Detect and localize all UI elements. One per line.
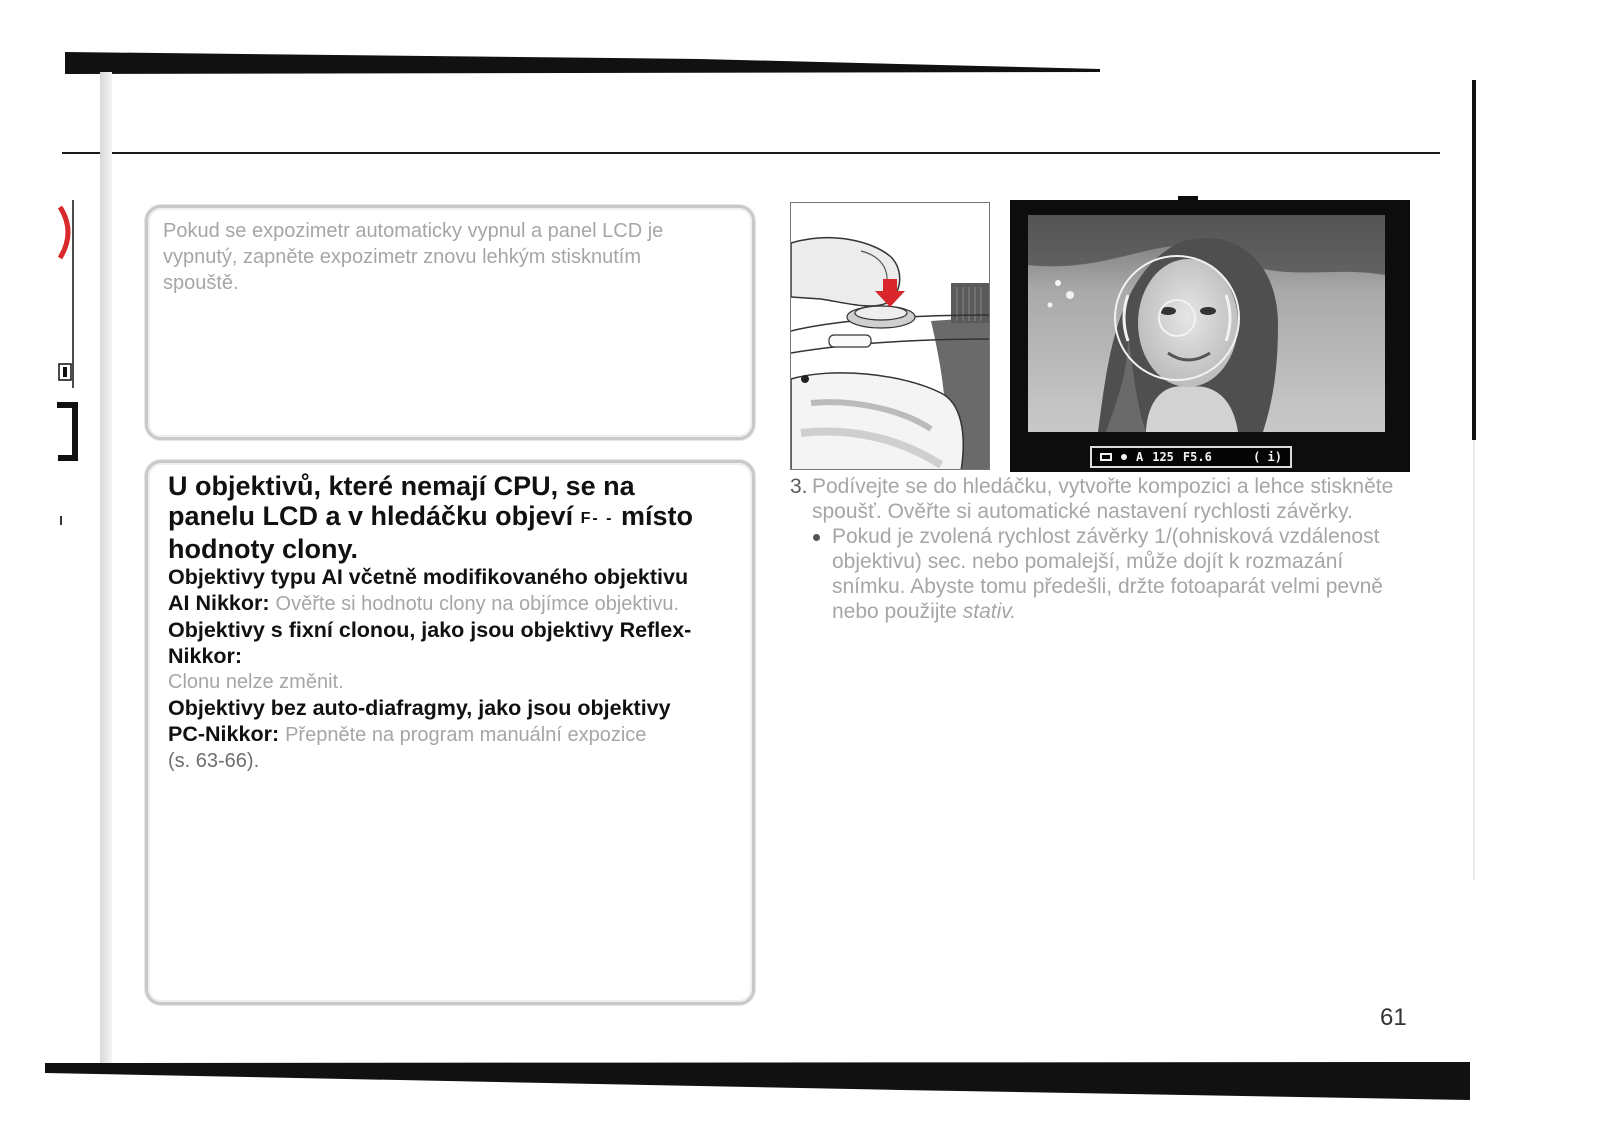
lcd-exposure-mode: A [1136, 450, 1144, 464]
step-number: 3. [790, 475, 808, 498]
lens-type-label: Objektivy typu AI včetně modifikovaného objektivu AI Nikkor: [168, 565, 689, 615]
aperture-symbol: F- - [580, 510, 614, 527]
bullet-emphasis: stativ. [962, 600, 1017, 623]
heading-text-start: U objektivů, které nemají CPU, se na panelu LCD a v hledáčku objeví [168, 471, 635, 531]
bullet-text: Pokud je zvolená rychlost závěrky 1/(ohnisková vzdálenost objektivu) sec. nebo pomalejší, může dojít k rozmazání snímku. Abyste tomu předešli, držte fotoaparát velmi pevně nebo použijte [832, 525, 1383, 623]
lcd-aperture: F5.6 [1182, 450, 1212, 464]
lcd-shutter-speed: 125 [1152, 450, 1174, 464]
note-text: Pokud se expozimetr automaticky vypnul a panel LCD je vypnutý, zapněte expozimetr znovu lehkým stisknutím spouště. [163, 220, 664, 294]
lens-type-instruction: Přepněte na program manuální expozice [285, 724, 647, 746]
lens-type-instruction: Clonu nelze změnit. [168, 671, 344, 693]
lcd-indicator: ( i) [1253, 450, 1282, 464]
lens-type-label: Objektivy s fixní clonou, jako jsou objektivy Reflex-Nikkor: [168, 618, 692, 668]
lens-type-label: Objektivy bez auto-diafragmy, jako jsou objektivy PC-Nikkor: [168, 696, 671, 746]
step-text: Podívejte se do hledáčku, vytvořte kompozici a lehce stiskněte spoušť. Ověřte si automatické nastavení rychlosti závěrky. [812, 475, 1394, 523]
page-reference: (s. 63-66). [168, 750, 260, 772]
page-number: 61 [1380, 1004, 1407, 1031]
heading-text-end: místo hodnoty clony. [168, 501, 694, 564]
lens-type-instruction: Ověřte si hodnotu clony na objímce objektivu. [275, 593, 680, 615]
